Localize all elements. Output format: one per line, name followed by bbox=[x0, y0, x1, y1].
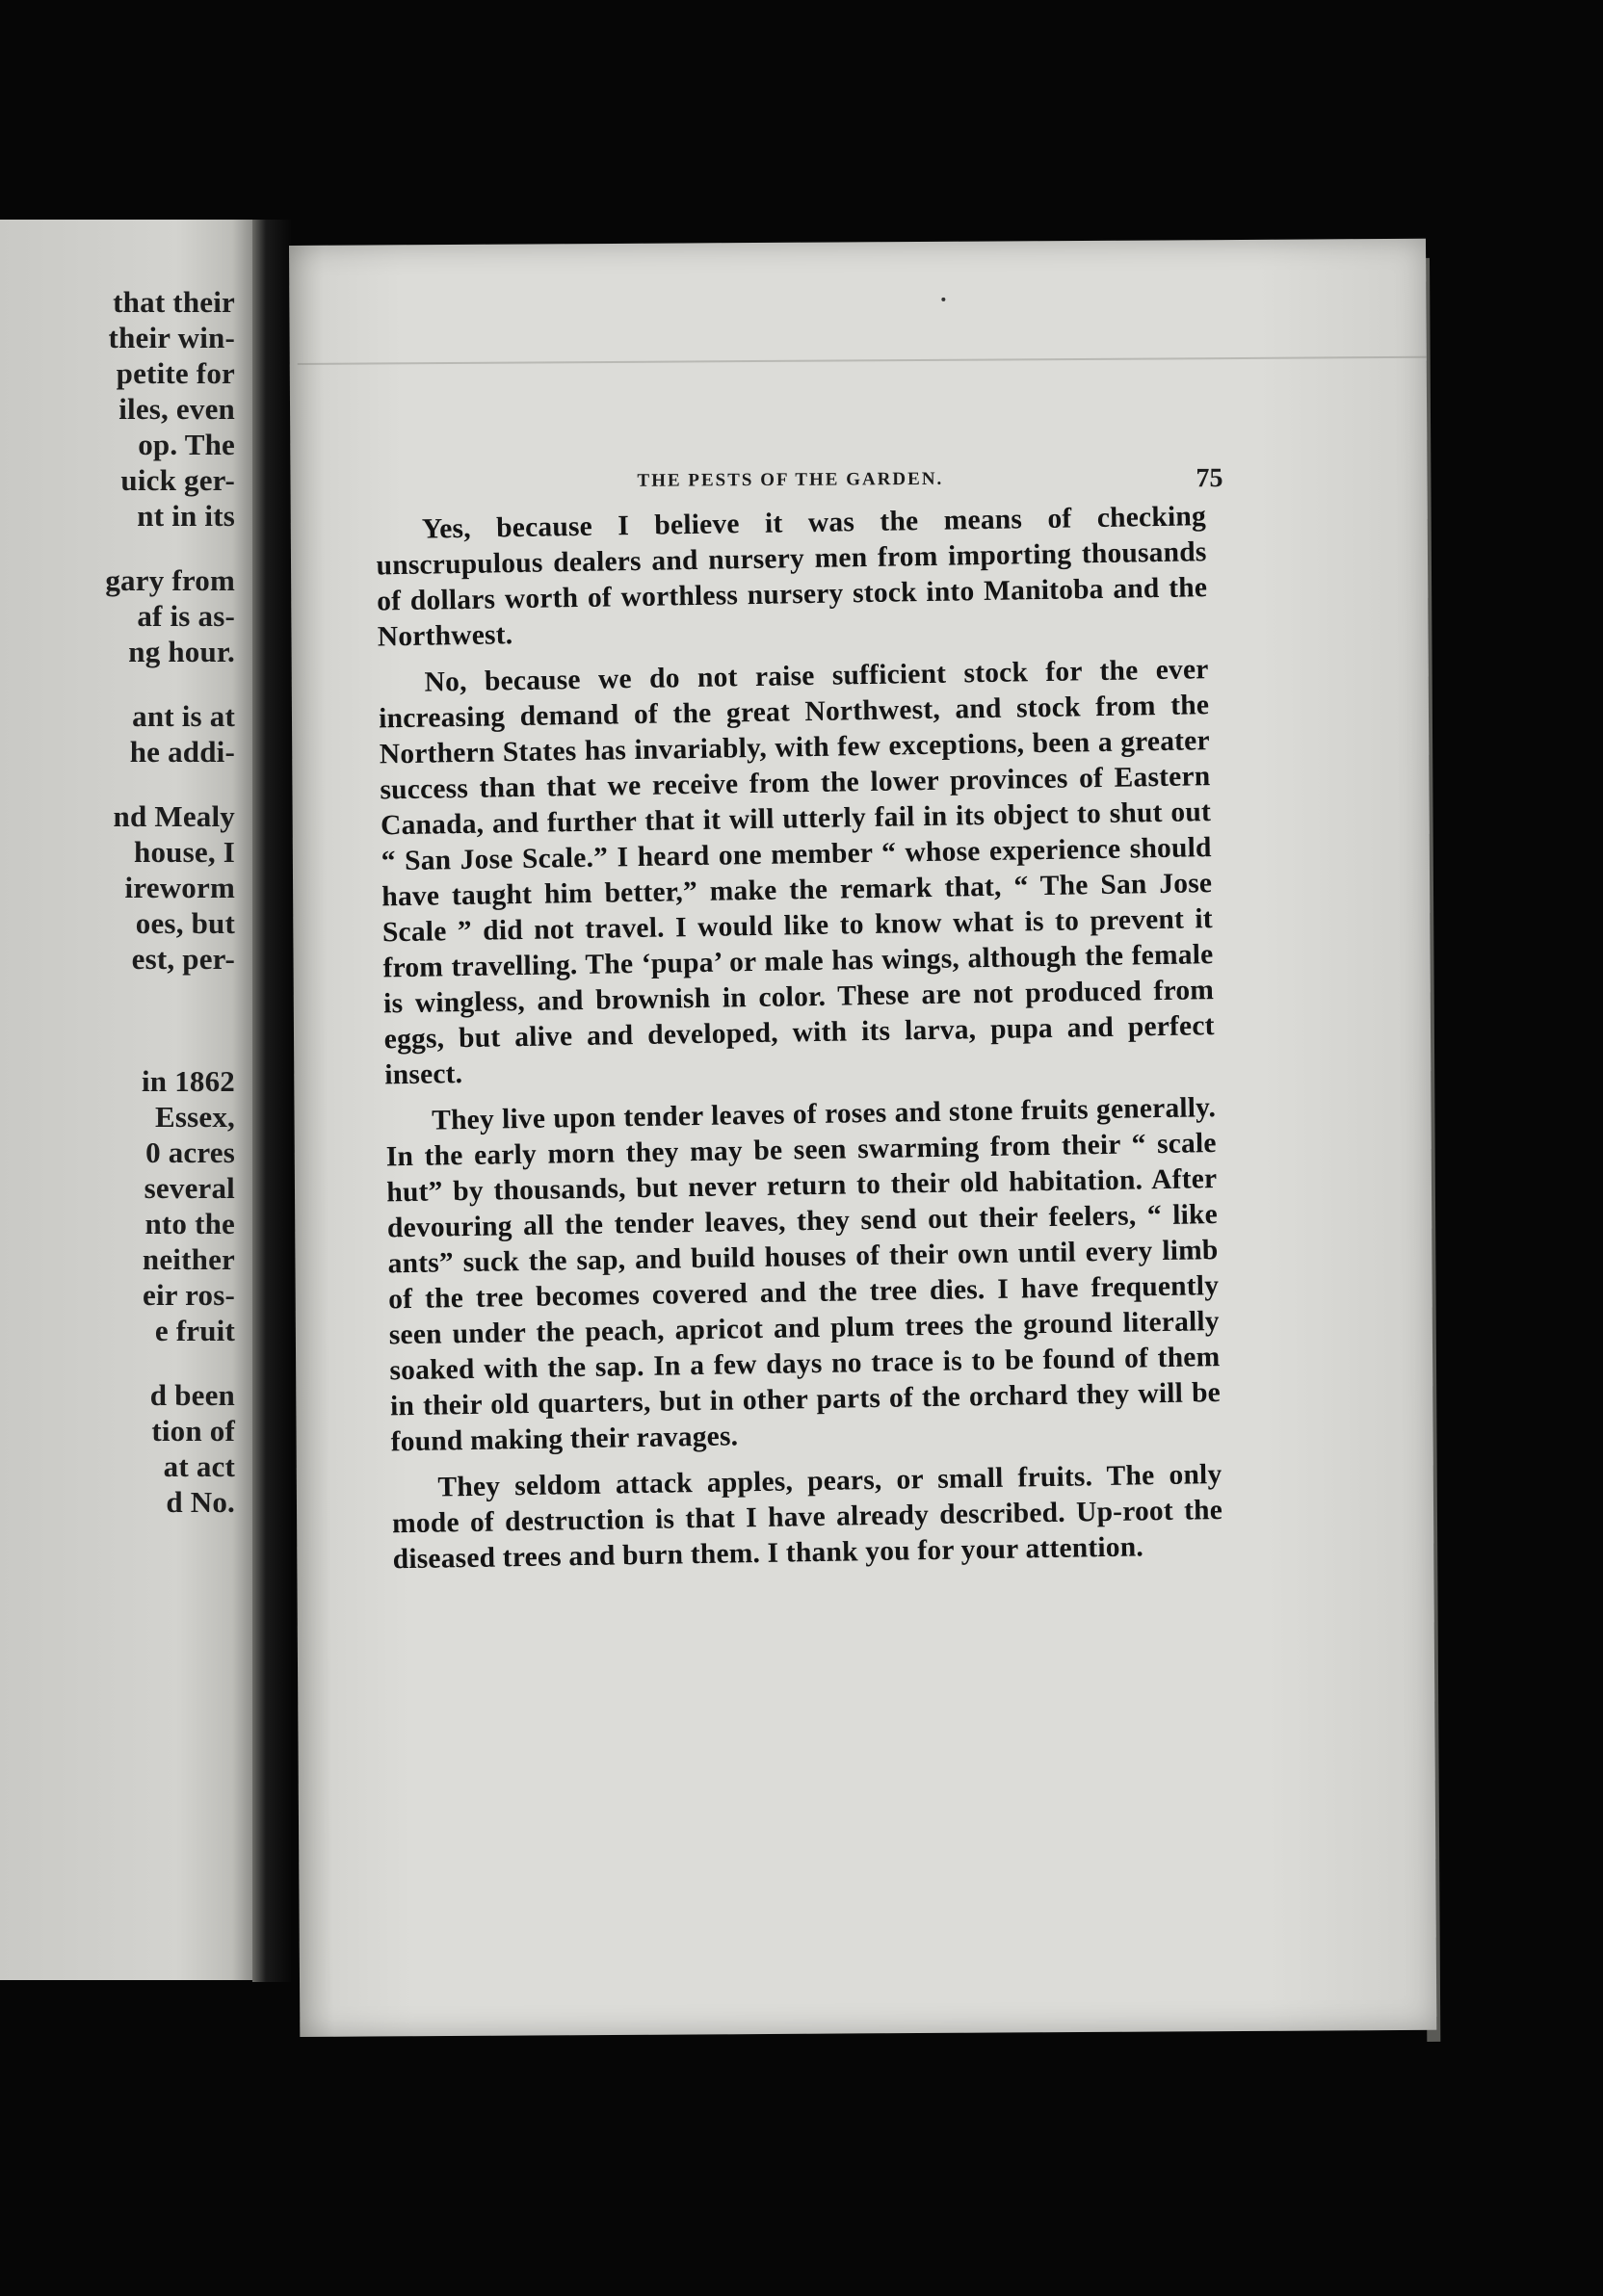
left-page-line: iles, even bbox=[118, 392, 235, 426]
left-page-line: he addi- bbox=[129, 735, 235, 769]
left-page-line: nto the bbox=[145, 1207, 235, 1240]
left-page-line: eir ros- bbox=[142, 1278, 235, 1312]
left-page-line: ant is at bbox=[132, 699, 235, 733]
left-page-line: that their bbox=[113, 285, 235, 319]
left-page-line: nd Mealy bbox=[113, 799, 235, 833]
left-page-line: est, per- bbox=[131, 942, 235, 976]
left-page-line: tion of bbox=[151, 1414, 235, 1448]
left-page-line: at act bbox=[163, 1449, 235, 1483]
paragraph: No, because we do not raise sufficient stock for the ever increasing demand of the great Northwest, and stock from the Northern States has invariably, with few exceptions, been a greater success than that we receive from the lower provinces of Eastern Canada, and further that it will utterly fail in its object to shut out “ San Jose Scale.” I heard one member “ whose experience should have taught him better,” make the remark that, “ The San Jose Scale ” did not travel. I would like to know what is to prevent it from travelling. The ‘pupa’ or male has wings, although the female is wingless, and brownish in color. These are not produced from eggs, but alive and developed, with its larva, pupa and perfect insect. bbox=[378, 654, 1215, 1091]
running-head: THE PESTS OF THE GARDEN. bbox=[637, 468, 944, 491]
page-body bbox=[376, 499, 1223, 1588]
left-page-line: in 1862 bbox=[141, 1064, 235, 1098]
left-page-line: uick ger- bbox=[120, 463, 235, 497]
left-page-line: oes, but bbox=[135, 906, 235, 940]
left-page-line: nt in its bbox=[137, 499, 235, 533]
speck bbox=[941, 298, 945, 301]
left-page-line: 0 acres bbox=[145, 1135, 235, 1169]
left-page-line: e fruit bbox=[154, 1314, 235, 1347]
left-page-line: their win- bbox=[108, 321, 235, 354]
left-page-line: d been bbox=[149, 1378, 235, 1412]
paragraph: Yes, because I believe it was the means of checking unscrupulous dealers and nursery men from importing thousands of dollars worth of worthless nursery stock into Manitoba and the Northwest. bbox=[376, 501, 1208, 653]
left-page-line: petite for bbox=[116, 356, 235, 390]
left-page-fragment bbox=[0, 220, 252, 1980]
paragraph: They live upon tender leaves of roses and stone fruits generally. In the early morn they may be seen swarming from their “ scale hut” by thousands, but never return to their old habitation. After devouring all the tender leaves, they send out their feelers, “ like ants” suck the sap, and build houses of their own until every limb of the tree becomes covered and the tree dies. I have frequently seen under the peach, apricot and plum trees the ground literally soaked with the sap. In a few days no trace is to be found of them in their old quarters, but in other parts of the orchard they will be found making their ravages. bbox=[385, 1092, 1222, 1458]
page-number: 75 bbox=[1196, 463, 1223, 494]
left-page-line: op. The bbox=[138, 428, 235, 461]
left-page-line: ireworm bbox=[124, 871, 235, 904]
left-page-line: Essex, bbox=[154, 1100, 235, 1134]
left-page-line: d No. bbox=[166, 1485, 235, 1519]
book-gutter bbox=[252, 220, 291, 1982]
paragraph: They seldom attack apples, pears, or small fruits. The only mode of destruction is that I have already described. Up-root the diseased trees and burn them. I thank you for your attention. bbox=[391, 1459, 1223, 1576]
left-page-line: ng hour. bbox=[128, 635, 235, 668]
left-page-line: gary from bbox=[105, 563, 235, 597]
page-crease bbox=[298, 356, 1427, 365]
left-page-line: house, I bbox=[134, 835, 235, 869]
left-page-line: neither bbox=[142, 1242, 235, 1276]
right-page bbox=[289, 239, 1436, 2037]
left-page-line: several bbox=[144, 1171, 235, 1205]
left-page-line: af is as- bbox=[137, 599, 235, 633]
